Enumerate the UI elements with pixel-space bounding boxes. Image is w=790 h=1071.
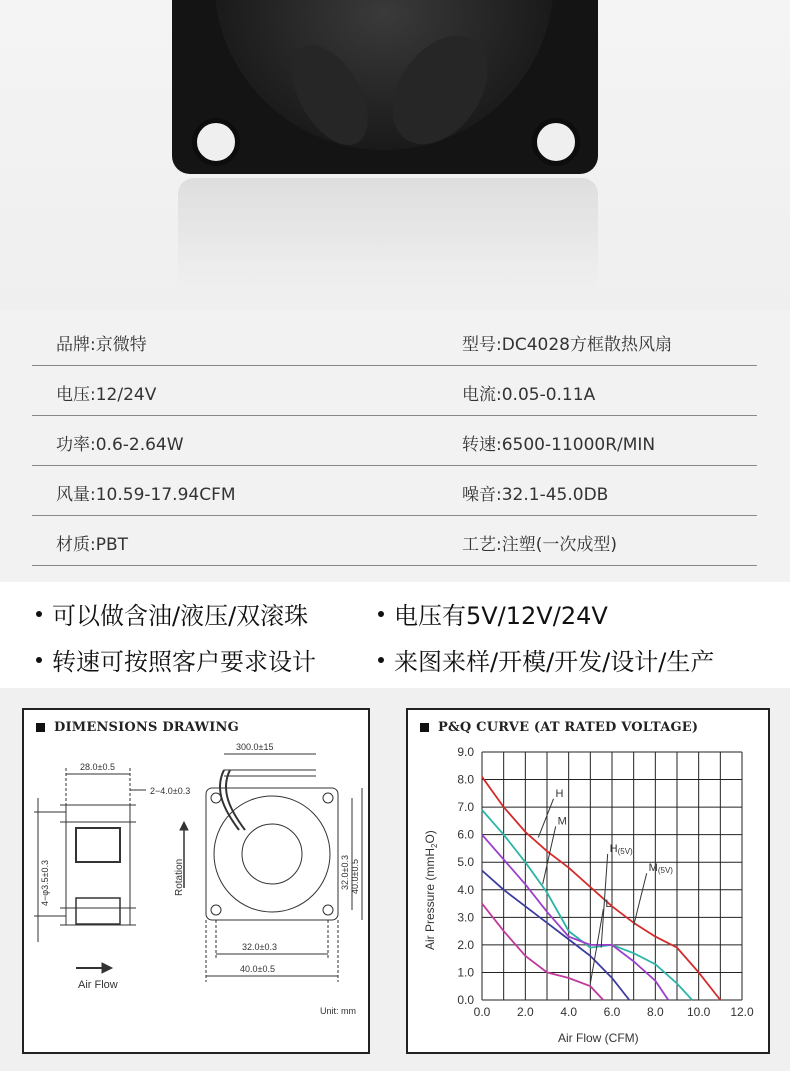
bullet-icon xyxy=(378,657,384,663)
y-tick-label: 0.0 xyxy=(457,993,474,1007)
chart-series-labels xyxy=(538,788,673,984)
y-tick-label: 4.0 xyxy=(457,882,474,897)
spec-model: 型号:DC4028方框散热风扇 xyxy=(462,335,672,355)
y-tick-label: 6.0 xyxy=(457,827,474,842)
y-axis-label-tail: O) xyxy=(423,830,437,844)
airflow-label: Air Flow xyxy=(78,979,118,991)
y-axis-label: Air Pressure (mmH$_2$O) xyxy=(423,830,439,950)
dim-outer-h-label: 40.0±0.5 xyxy=(240,964,275,974)
chart-title: P&Q CURVE (AT RATED VOLTAGE) xyxy=(438,720,699,735)
front-view-hub xyxy=(242,824,302,884)
lead-wire xyxy=(220,770,239,830)
feature-text: 可以做含油/液压/双滚珠 xyxy=(52,602,309,630)
spec-power: 功率:0.6-2.64W xyxy=(56,435,184,455)
pq-curve-panel xyxy=(406,708,770,1054)
technical-section xyxy=(0,688,790,1071)
dimensions-title: DIMENSIONS DRAWING xyxy=(54,720,239,735)
bullet-icon xyxy=(378,611,384,617)
specs-table xyxy=(0,310,790,582)
dimensions-panel xyxy=(22,708,370,1054)
x-tick-label: 0.0 xyxy=(473,1005,491,1019)
x-tick-label: 12.0 xyxy=(730,1005,754,1019)
spec-row xyxy=(32,466,757,516)
x-axis-label: Air Flow (CFM) xyxy=(558,1031,639,1045)
y-tick-label: 2.0 xyxy=(457,937,474,952)
spec-row xyxy=(32,516,757,566)
unit-label: Unit: mm xyxy=(320,1006,356,1016)
mounting-hole-drawing xyxy=(323,793,333,803)
side-view-base xyxy=(76,898,120,924)
spec-voltage: 电压:12/24V xyxy=(56,385,157,405)
bullet-icon xyxy=(36,611,42,617)
spec-speed: 转速:6500-11000R/MIN xyxy=(462,435,656,455)
y-tick-label: 9.0 xyxy=(457,745,474,759)
series-label-h-leader xyxy=(538,799,553,838)
spec-airflow: 风量:10.59-17.94CFM xyxy=(56,485,236,505)
y-tick-label: 3.0 xyxy=(457,910,474,925)
feature-text: 来图来样/开模/开发/设计/生产 xyxy=(394,648,715,676)
series-label-h5v: H(5V) xyxy=(609,842,633,856)
rotation-label: Rotation xyxy=(174,858,185,896)
mounting-hole-drawing xyxy=(323,905,333,915)
dim-outer-v-label: 40.0±0.5 xyxy=(350,859,360,894)
spec-noise: 噪音:32.1-45.0DB xyxy=(462,485,609,505)
series-label-l: L xyxy=(605,898,612,911)
spec-row xyxy=(32,416,757,466)
series-label-h: H xyxy=(555,787,564,800)
y-tick-label: 7.0 xyxy=(457,800,474,815)
bullet-icon xyxy=(36,657,42,663)
y-tick-label: 8.0 xyxy=(457,772,474,787)
spec-brand: 品牌:京微特 xyxy=(56,335,147,355)
series-label-m5v-sub: (5V) xyxy=(657,866,673,876)
x-tick-label: 10.0 xyxy=(686,1005,711,1019)
feature-item xyxy=(378,642,714,677)
mounting-hole-drawing xyxy=(211,905,221,915)
dim-hole-label: 4−φ3.5±0.3 xyxy=(40,859,50,906)
mounting-hole xyxy=(532,118,580,166)
y-axis-label-sub: 2 xyxy=(430,843,439,848)
chart-grid xyxy=(482,752,742,1000)
front-view-ring xyxy=(214,796,330,912)
pq-chart xyxy=(408,710,768,1052)
feature-text: 电压有5V/12V/24V xyxy=(394,602,608,630)
mounting-hole xyxy=(192,118,240,166)
feature-item xyxy=(36,642,316,677)
series-label-m: M xyxy=(557,815,567,828)
spec-process: 工艺:注塑(一次成型) xyxy=(462,535,617,555)
spec-material: 材质:PBT xyxy=(56,535,129,555)
y-tick-label: 5.0 xyxy=(457,855,474,870)
x-tick-label: 6.0 xyxy=(603,1005,621,1019)
spec-current: 电流:0.05-0.11A xyxy=(462,385,596,405)
dim-inner-v-label: 32.0±0.3 xyxy=(340,855,350,890)
mounting-hole-drawing xyxy=(211,793,221,803)
dimensions-drawing xyxy=(24,710,368,1052)
series-line-m xyxy=(482,810,692,1000)
dim-gap-label: 2−4.0±0.3 xyxy=(150,786,191,796)
side-view-hub xyxy=(76,828,120,862)
dim-inner-h-label: 32.0±0.3 xyxy=(242,942,277,952)
dim-wire-label: 300.0±15 xyxy=(236,742,274,752)
series-label-m5v: M(5V) xyxy=(648,862,673,876)
fan-reflection xyxy=(178,178,598,288)
x-tick-label: 2.0 xyxy=(516,1005,534,1019)
features-list xyxy=(0,582,790,688)
feature-item xyxy=(378,596,608,631)
product-photo xyxy=(0,0,790,310)
x-tick-label: 4.0 xyxy=(560,1005,578,1019)
spec-row xyxy=(32,316,757,366)
x-tick-label: 8.0 xyxy=(646,1005,664,1019)
feature-item xyxy=(36,596,308,631)
chart-series xyxy=(482,777,720,1000)
series-label-h5v-sub: (5V) xyxy=(617,846,633,856)
y-tick-label: 1.0 xyxy=(457,965,474,980)
feature-text: 转速可按照客户要求设计 xyxy=(52,648,316,676)
dim-top-label: 28.0±0.5 xyxy=(80,762,115,772)
spec-row xyxy=(32,366,757,416)
